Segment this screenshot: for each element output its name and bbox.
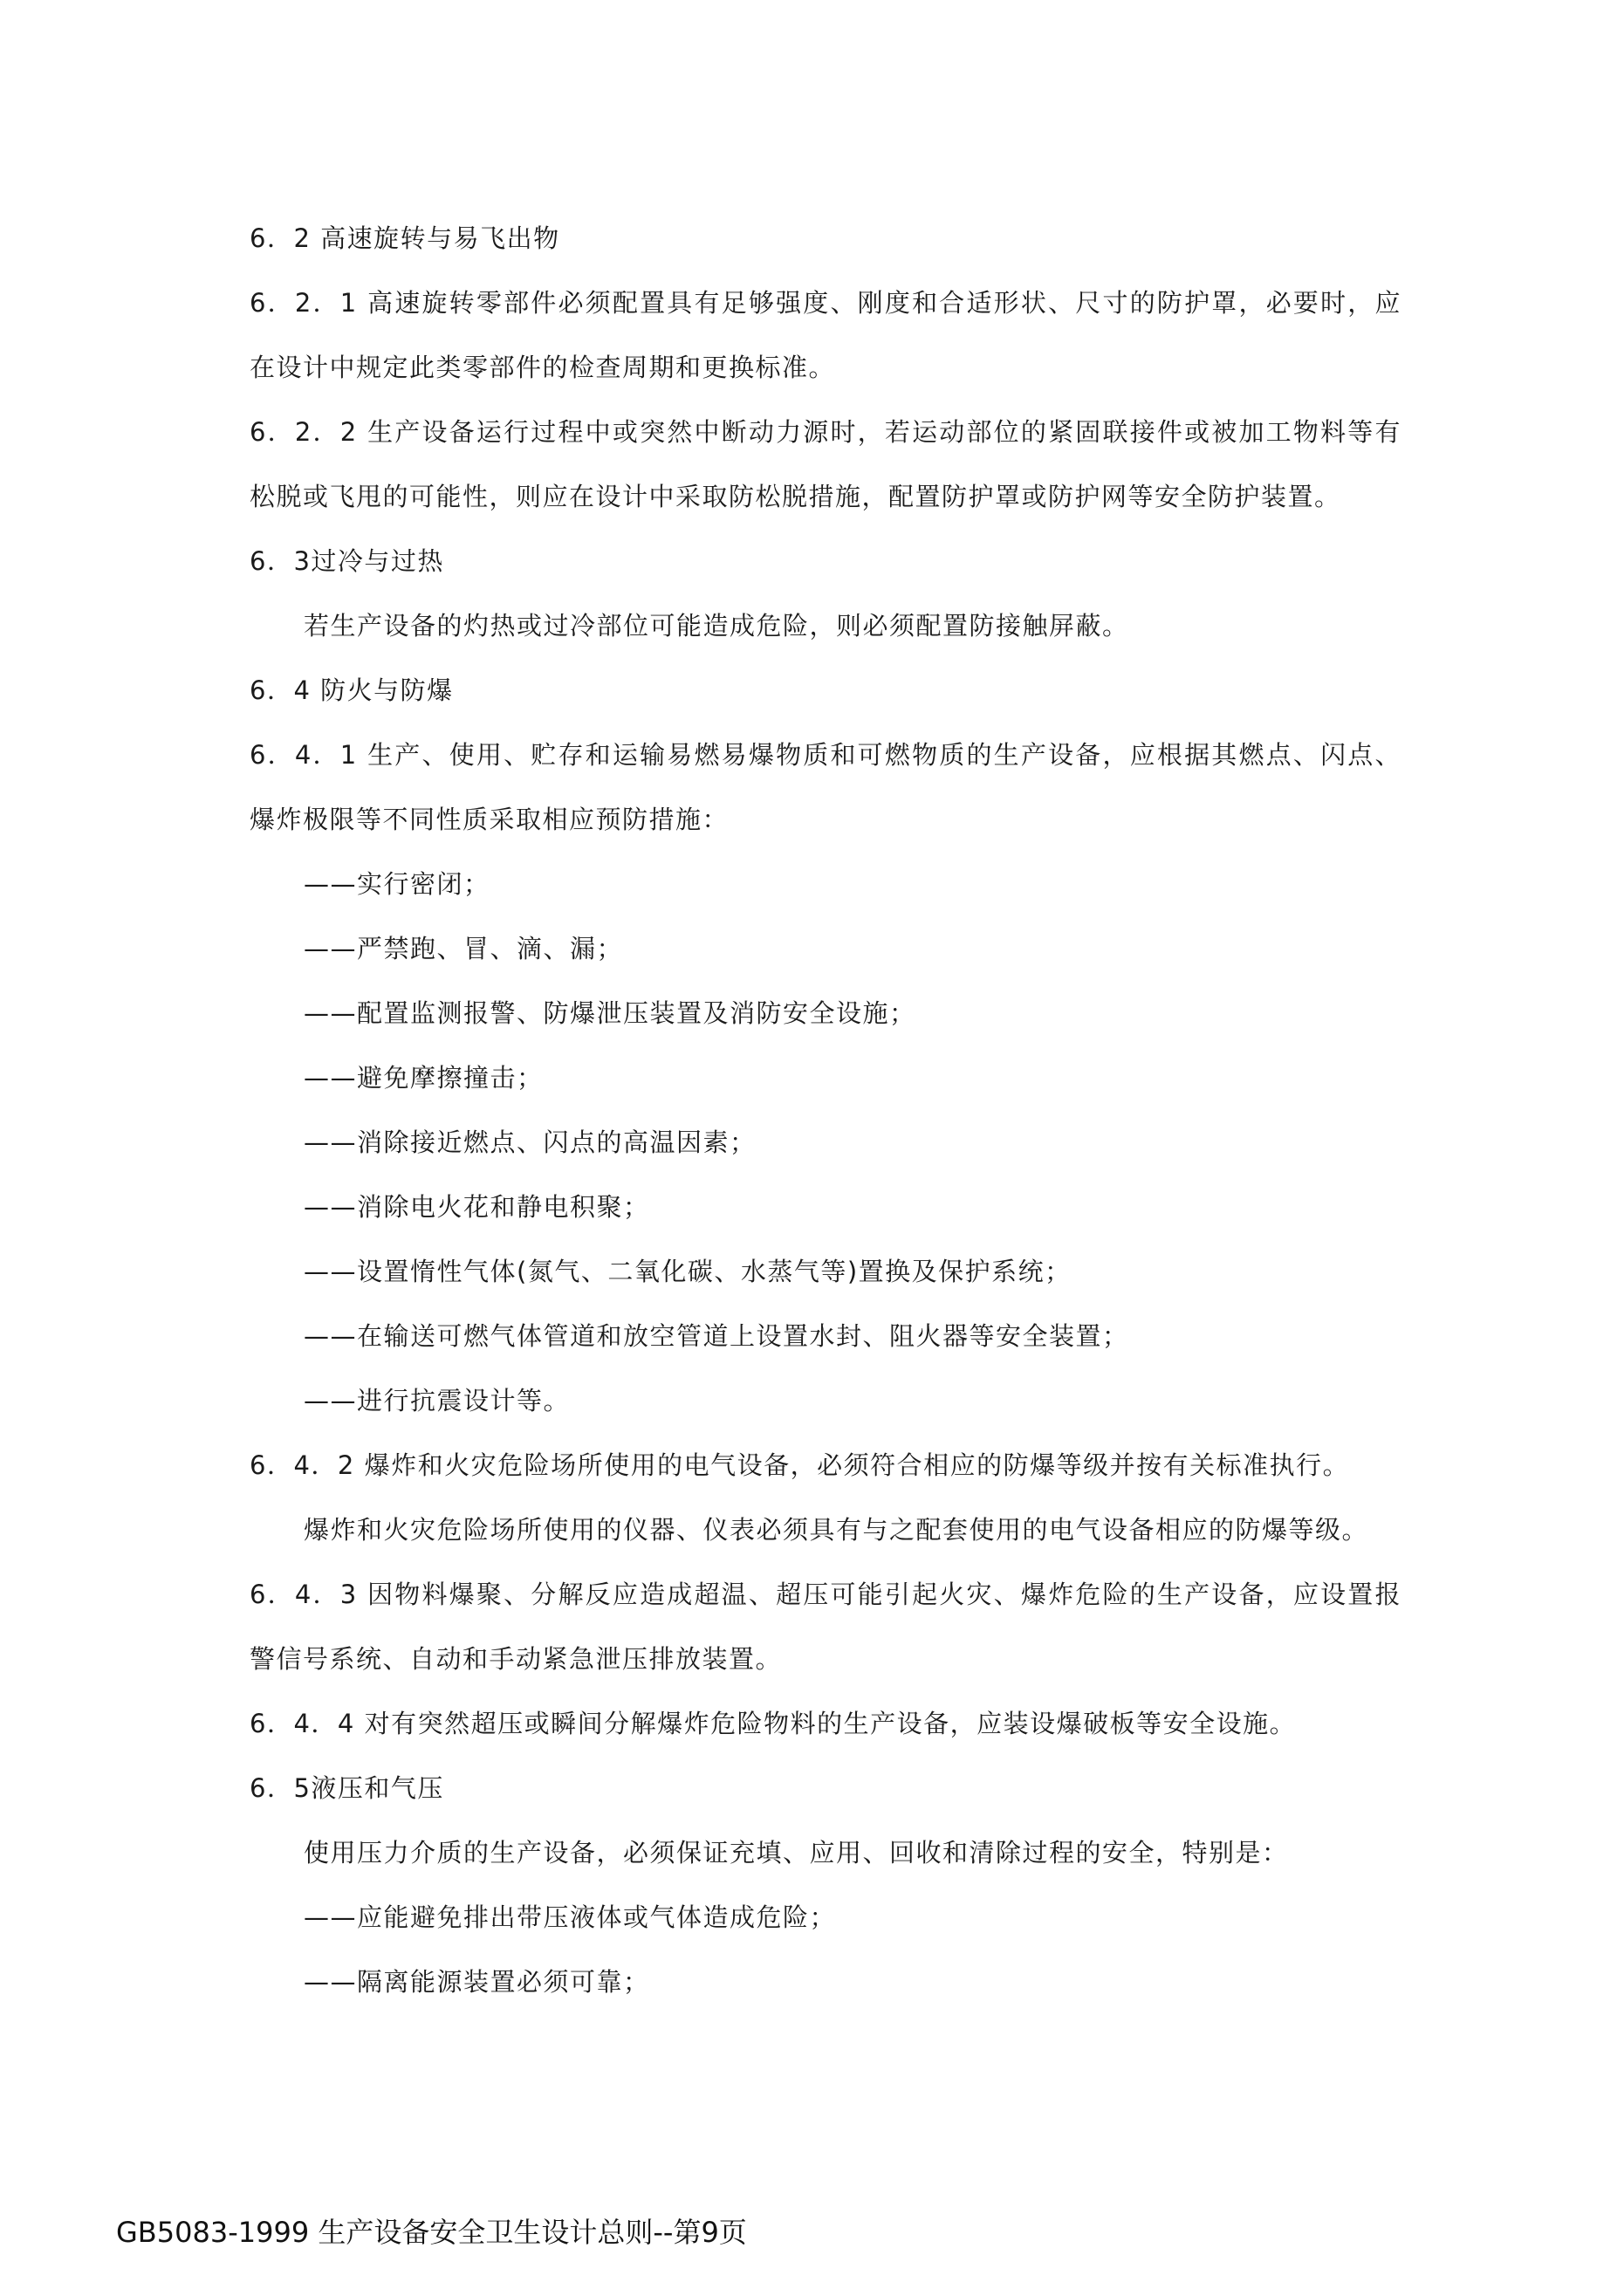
- list-item: ——消除电火花和静电积聚；: [304, 1192, 650, 1222]
- paragraph-6-5-body: 使用压力介质的生产设备，必须保证充填、应用、回收和清除过程的安全，特别是：: [304, 1838, 1289, 1868]
- list-item: ——实行密闭；: [304, 869, 490, 899]
- document-body: [250, 206, 1401, 2014]
- paragraph-6-4-4: 6．4．4 对有突然超压或瞬间分解爆炸危险物料的生产设备，应装设爆破板等安全设施。: [250, 1709, 1297, 1738]
- paragraph-6-4-2: 6．4．2 爆炸和火灾危险场所使用的电气设备，必须符合相应的防爆等级并按有关标准执行。: [250, 1450, 1350, 1480]
- page-footer: GB5083-1999 生产设备安全卫生设计总则--第9页: [116, 2216, 747, 2249]
- list-item: ——隔离能源装置必须可靠；: [304, 1967, 650, 1997]
- paragraph-6-2-1: 6．2．1 高速旋转零部件必须配置具有足够强度、刚度和合适形状、尺寸的防护罩，必要时，应在设计中规定此类零部件的检查周期和更换标准。: [250, 288, 1401, 382]
- list-item: ——应能避免排出带压液体或气体造成危险；: [304, 1902, 837, 1932]
- list-item: ——避免摩擦撞击；: [304, 1063, 544, 1093]
- list-item: ——进行抗震设计等。: [304, 1386, 571, 1415]
- list-item: ——在输送可燃气体管道和放空管道上设置水封、阻火器等安全装置；: [304, 1321, 1129, 1351]
- list-item: ——设置惰性气体(氮气、二氧化碳、水蒸气等)置换及保护系统；: [304, 1257, 1072, 1286]
- section-heading-6-3: 6．3过冷与过热: [250, 546, 444, 576]
- section-heading-6-2: 6．2 高速旋转与易飞出物: [250, 223, 560, 253]
- section-heading-6-5: 6．5液压和气压: [250, 1773, 444, 1803]
- list-item: ——消除接近燃点、闪点的高温因素；: [304, 1127, 757, 1157]
- paragraph-6-4-2-continued: 爆炸和火灾危险场所使用的仪器、仪表必须具有与之配套使用的电气设备相应的防爆等级。: [304, 1515, 1369, 1545]
- paragraph-6-2-2: 6．2．2 生产设备运行过程中或突然中断动力源时，若运动部位的紧固联接件或被加工物料等有松脱或飞甩的可能性，则应在设计中采取防松脱措施，配置防护罩或防护网等安全防护装置。: [250, 417, 1401, 511]
- paragraph-6-4-3: 6．4．3 因物料爆聚、分解反应造成超温、超压可能引起火灾、爆炸危险的生产设备，应设置报警信号系统、自动和手动紧急泄压排放装置。: [250, 1580, 1401, 1674]
- section-heading-6-4: 6．4 防火与防爆: [250, 675, 454, 705]
- list-item: ——严禁跑、冒、滴、漏；: [304, 934, 624, 963]
- paragraph-6-3-body: 若生产设备的灼热或过冷部位可能造成危险，则必须配置防接触屏蔽。: [304, 611, 1129, 641]
- list-item: ——配置监测报警、防爆泄压装置及消防安全设施；: [304, 998, 916, 1028]
- paragraph-6-4-1: 6．4．1 生产、使用、贮存和运输易燃易爆物质和可燃物质的生产设备，应根据其燃点、闪点、爆炸极限等不同性质采取相应预防措施：: [250, 740, 1401, 834]
